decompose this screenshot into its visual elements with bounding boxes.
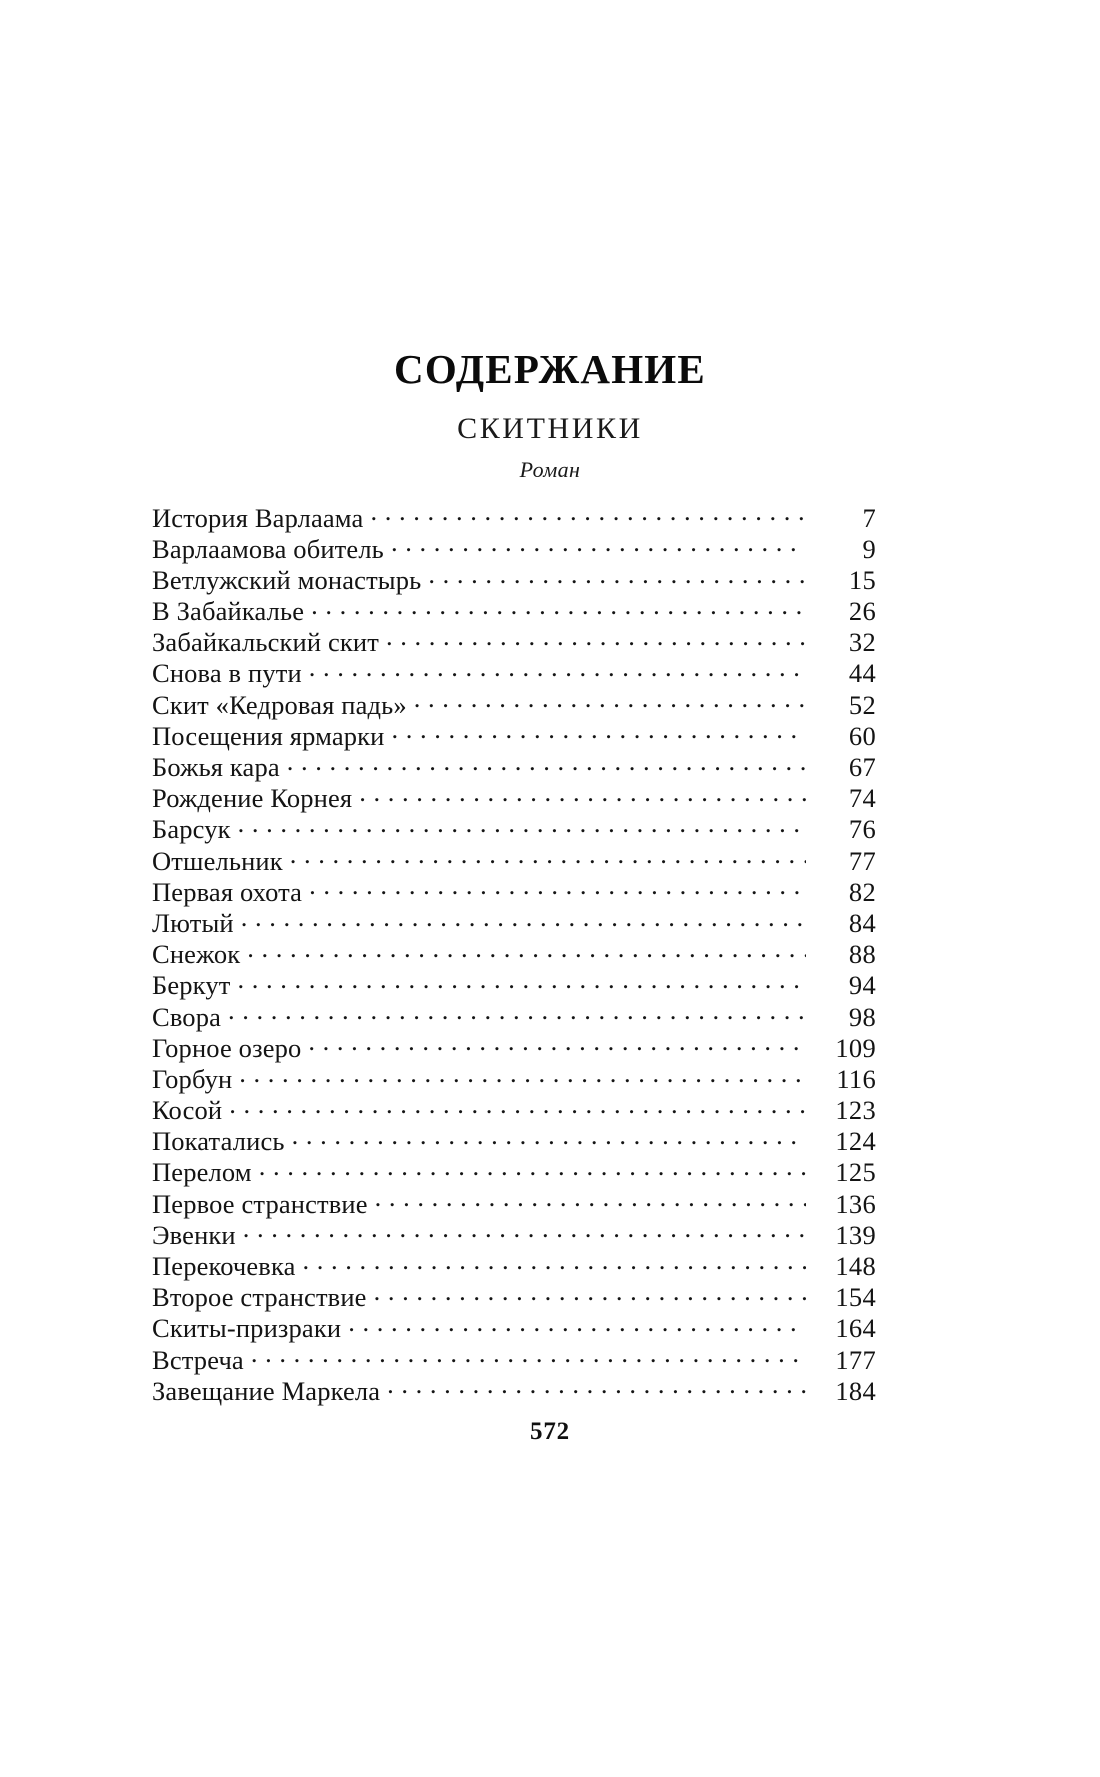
toc-dot-leader [308, 1030, 806, 1057]
toc-entry-page-number: 26 [848, 596, 876, 627]
toc-entry-page-number: 44 [848, 658, 876, 689]
toc-entry-title: История Варлаама [152, 502, 364, 533]
toc-dot-leader [259, 1155, 806, 1182]
toc-dot-leader [386, 625, 806, 652]
toc-entry-page-number: 98 [848, 1001, 876, 1032]
toc-entry-page-number: 109 [835, 1032, 876, 1063]
toc-entry[interactable] [152, 625, 876, 656]
toc-dot-leader [387, 1373, 806, 1400]
toc-entry[interactable] [152, 656, 876, 687]
toc-entry[interactable] [152, 531, 876, 562]
toc-entry-title: В Забайкалье [152, 596, 305, 627]
toc-entry-page-number: 76 [848, 814, 876, 845]
toc-entry-title: Косой [152, 1095, 223, 1126]
toc-entry[interactable] [152, 750, 876, 781]
toc-dot-leader [238, 812, 806, 839]
toc-dot-leader [414, 687, 806, 714]
toc-entry-title: Лютый [152, 907, 234, 938]
toc-entry-page-number: 177 [835, 1344, 876, 1375]
toc-entry[interactable] [152, 1217, 876, 1248]
page-title: СОДЕРЖАНИЕ [394, 346, 706, 392]
toc-dot-leader [228, 999, 806, 1026]
toc-entry-title: Скиты-призраки [152, 1313, 342, 1344]
toc-entry[interactable] [152, 1186, 876, 1217]
toc-entry-title: Барсук [152, 814, 231, 845]
toc-entry-title: Варлаамова обитель [152, 533, 384, 564]
toc-entry-title: Отшельник [152, 845, 283, 876]
toc-entry-page-number: 15 [848, 564, 876, 595]
work-genre-label: Роман [519, 456, 581, 482]
toc-entry-page-number: 125 [835, 1157, 876, 1188]
toc-dot-leader [303, 1249, 807, 1276]
toc-entry-page-number: 116 [836, 1063, 876, 1094]
toc-entry[interactable] [152, 1093, 876, 1124]
contents-header [0, 348, 1100, 481]
toc-entry-page-number: 74 [848, 783, 876, 814]
toc-entry-title: Первая охота [152, 876, 303, 907]
toc-dot-leader [239, 1061, 806, 1088]
table-of-contents-list [152, 500, 876, 1404]
toc-entry[interactable] [152, 1311, 876, 1342]
toc-entry-page-number: 124 [835, 1126, 876, 1157]
toc-entry-page-number: 136 [835, 1188, 876, 1219]
toc-entry-page-number: 82 [848, 876, 876, 907]
toc-entry[interactable] [152, 781, 876, 812]
toc-entry-title: Горное озеро [152, 1032, 302, 1063]
toc-entry[interactable] [152, 999, 876, 1030]
toc-dot-leader [359, 781, 806, 808]
toc-entry[interactable] [152, 500, 876, 531]
toc-entry[interactable] [152, 937, 876, 968]
toc-entry[interactable] [152, 1342, 876, 1373]
toc-entry-page-number: 88 [848, 939, 876, 970]
toc-entry-title: Божья кара [152, 752, 280, 782]
toc-entry-title: Посещения ярмарки [152, 720, 385, 751]
toc-entry-page-number: 94 [848, 970, 876, 1001]
toc-entry-page-number: 32 [848, 627, 876, 658]
toc-entry[interactable] [152, 687, 876, 718]
toc-entry[interactable] [152, 874, 876, 905]
toc-entry-title: Свора [152, 1001, 222, 1032]
toc-entry-page-number: 7 [862, 502, 876, 533]
toc-entry[interactable] [152, 1124, 876, 1155]
toc-entry-title: Скит «Кедровая падь» [152, 689, 407, 720]
toc-entry-title: Второе странствие [152, 1282, 367, 1313]
toc-entry-page-number: 77 [848, 845, 876, 876]
toc-entry-page-number: 123 [835, 1095, 876, 1126]
toc-dot-leader [375, 1186, 806, 1213]
work-title: СКИТНИКИ [457, 412, 643, 446]
toc-entry-page-number: 148 [835, 1251, 876, 1281]
toc-entry[interactable] [152, 968, 876, 999]
toc-dot-leader [348, 1311, 806, 1338]
toc-dot-leader [251, 1342, 806, 1369]
toc-entry[interactable] [152, 718, 876, 749]
toc-entry[interactable] [152, 1061, 876, 1092]
toc-entry[interactable] [152, 1373, 876, 1404]
toc-dot-leader [370, 500, 806, 527]
toc-dot-leader [309, 874, 806, 901]
toc-dot-leader [241, 905, 806, 932]
toc-entry[interactable] [152, 1249, 876, 1280]
toc-entry-page-number: 60 [848, 720, 876, 751]
toc-entry-title: Завещание Маркела [152, 1375, 381, 1406]
toc-entry[interactable] [152, 594, 876, 625]
toc-entry-title: Снежок [152, 939, 241, 970]
toc-dot-leader [247, 937, 806, 964]
toc-dot-leader [391, 531, 806, 558]
toc-entry-title: Ветлужский монастырь [152, 564, 422, 595]
toc-entry-page-number: 9 [862, 533, 876, 564]
toc-entry[interactable] [152, 843, 876, 874]
toc-entry-title: Покатались [152, 1126, 285, 1157]
toc-entry[interactable] [152, 562, 876, 593]
toc-entry-title: Горбун [152, 1063, 233, 1094]
page-folio-number: 572 [530, 1418, 570, 1445]
toc-dot-leader [290, 843, 806, 870]
toc-entry-page-number: 67 [848, 752, 876, 782]
toc-entry-page-number: 84 [848, 907, 876, 938]
toc-dot-leader [428, 562, 806, 589]
toc-entry-page-number: 184 [835, 1375, 876, 1406]
toc-dot-leader [237, 968, 806, 995]
toc-dot-leader [229, 1093, 806, 1120]
toc-entry[interactable] [152, 1030, 876, 1061]
toc-entry-title: Беркут [152, 970, 231, 1001]
toc-entry-page-number: 164 [835, 1313, 876, 1344]
toc-entry-title: Перекочевка [152, 1251, 296, 1281]
toc-entry-title: Эвенки [152, 1219, 236, 1250]
toc-entry-title: Встреча [152, 1344, 244, 1375]
toc-entry-title: Первое странствие [152, 1188, 368, 1219]
toc-entry-title: Рождение Корнея [152, 783, 353, 814]
toc-dot-leader [243, 1217, 806, 1244]
toc-entry-page-number: 154 [835, 1282, 876, 1313]
toc-entry[interactable] [152, 1155, 876, 1186]
toc-dot-leader [309, 656, 806, 683]
toc-dot-leader [374, 1280, 806, 1307]
toc-dot-leader [292, 1124, 806, 1151]
toc-entry[interactable] [152, 1280, 876, 1311]
toc-entry-title: Забайкальский скит [152, 627, 379, 658]
toc-dot-leader [287, 750, 806, 777]
toc-entry-title: Перелом [152, 1157, 252, 1188]
toc-entry-page-number: 139 [835, 1219, 876, 1250]
toc-dot-leader [311, 594, 806, 621]
toc-dot-leader [391, 718, 806, 745]
toc-entry[interactable] [152, 905, 876, 936]
toc-entry-page-number: 52 [848, 689, 876, 720]
toc-entry-title: Снова в пути [152, 658, 302, 689]
toc-entry[interactable] [152, 812, 876, 843]
